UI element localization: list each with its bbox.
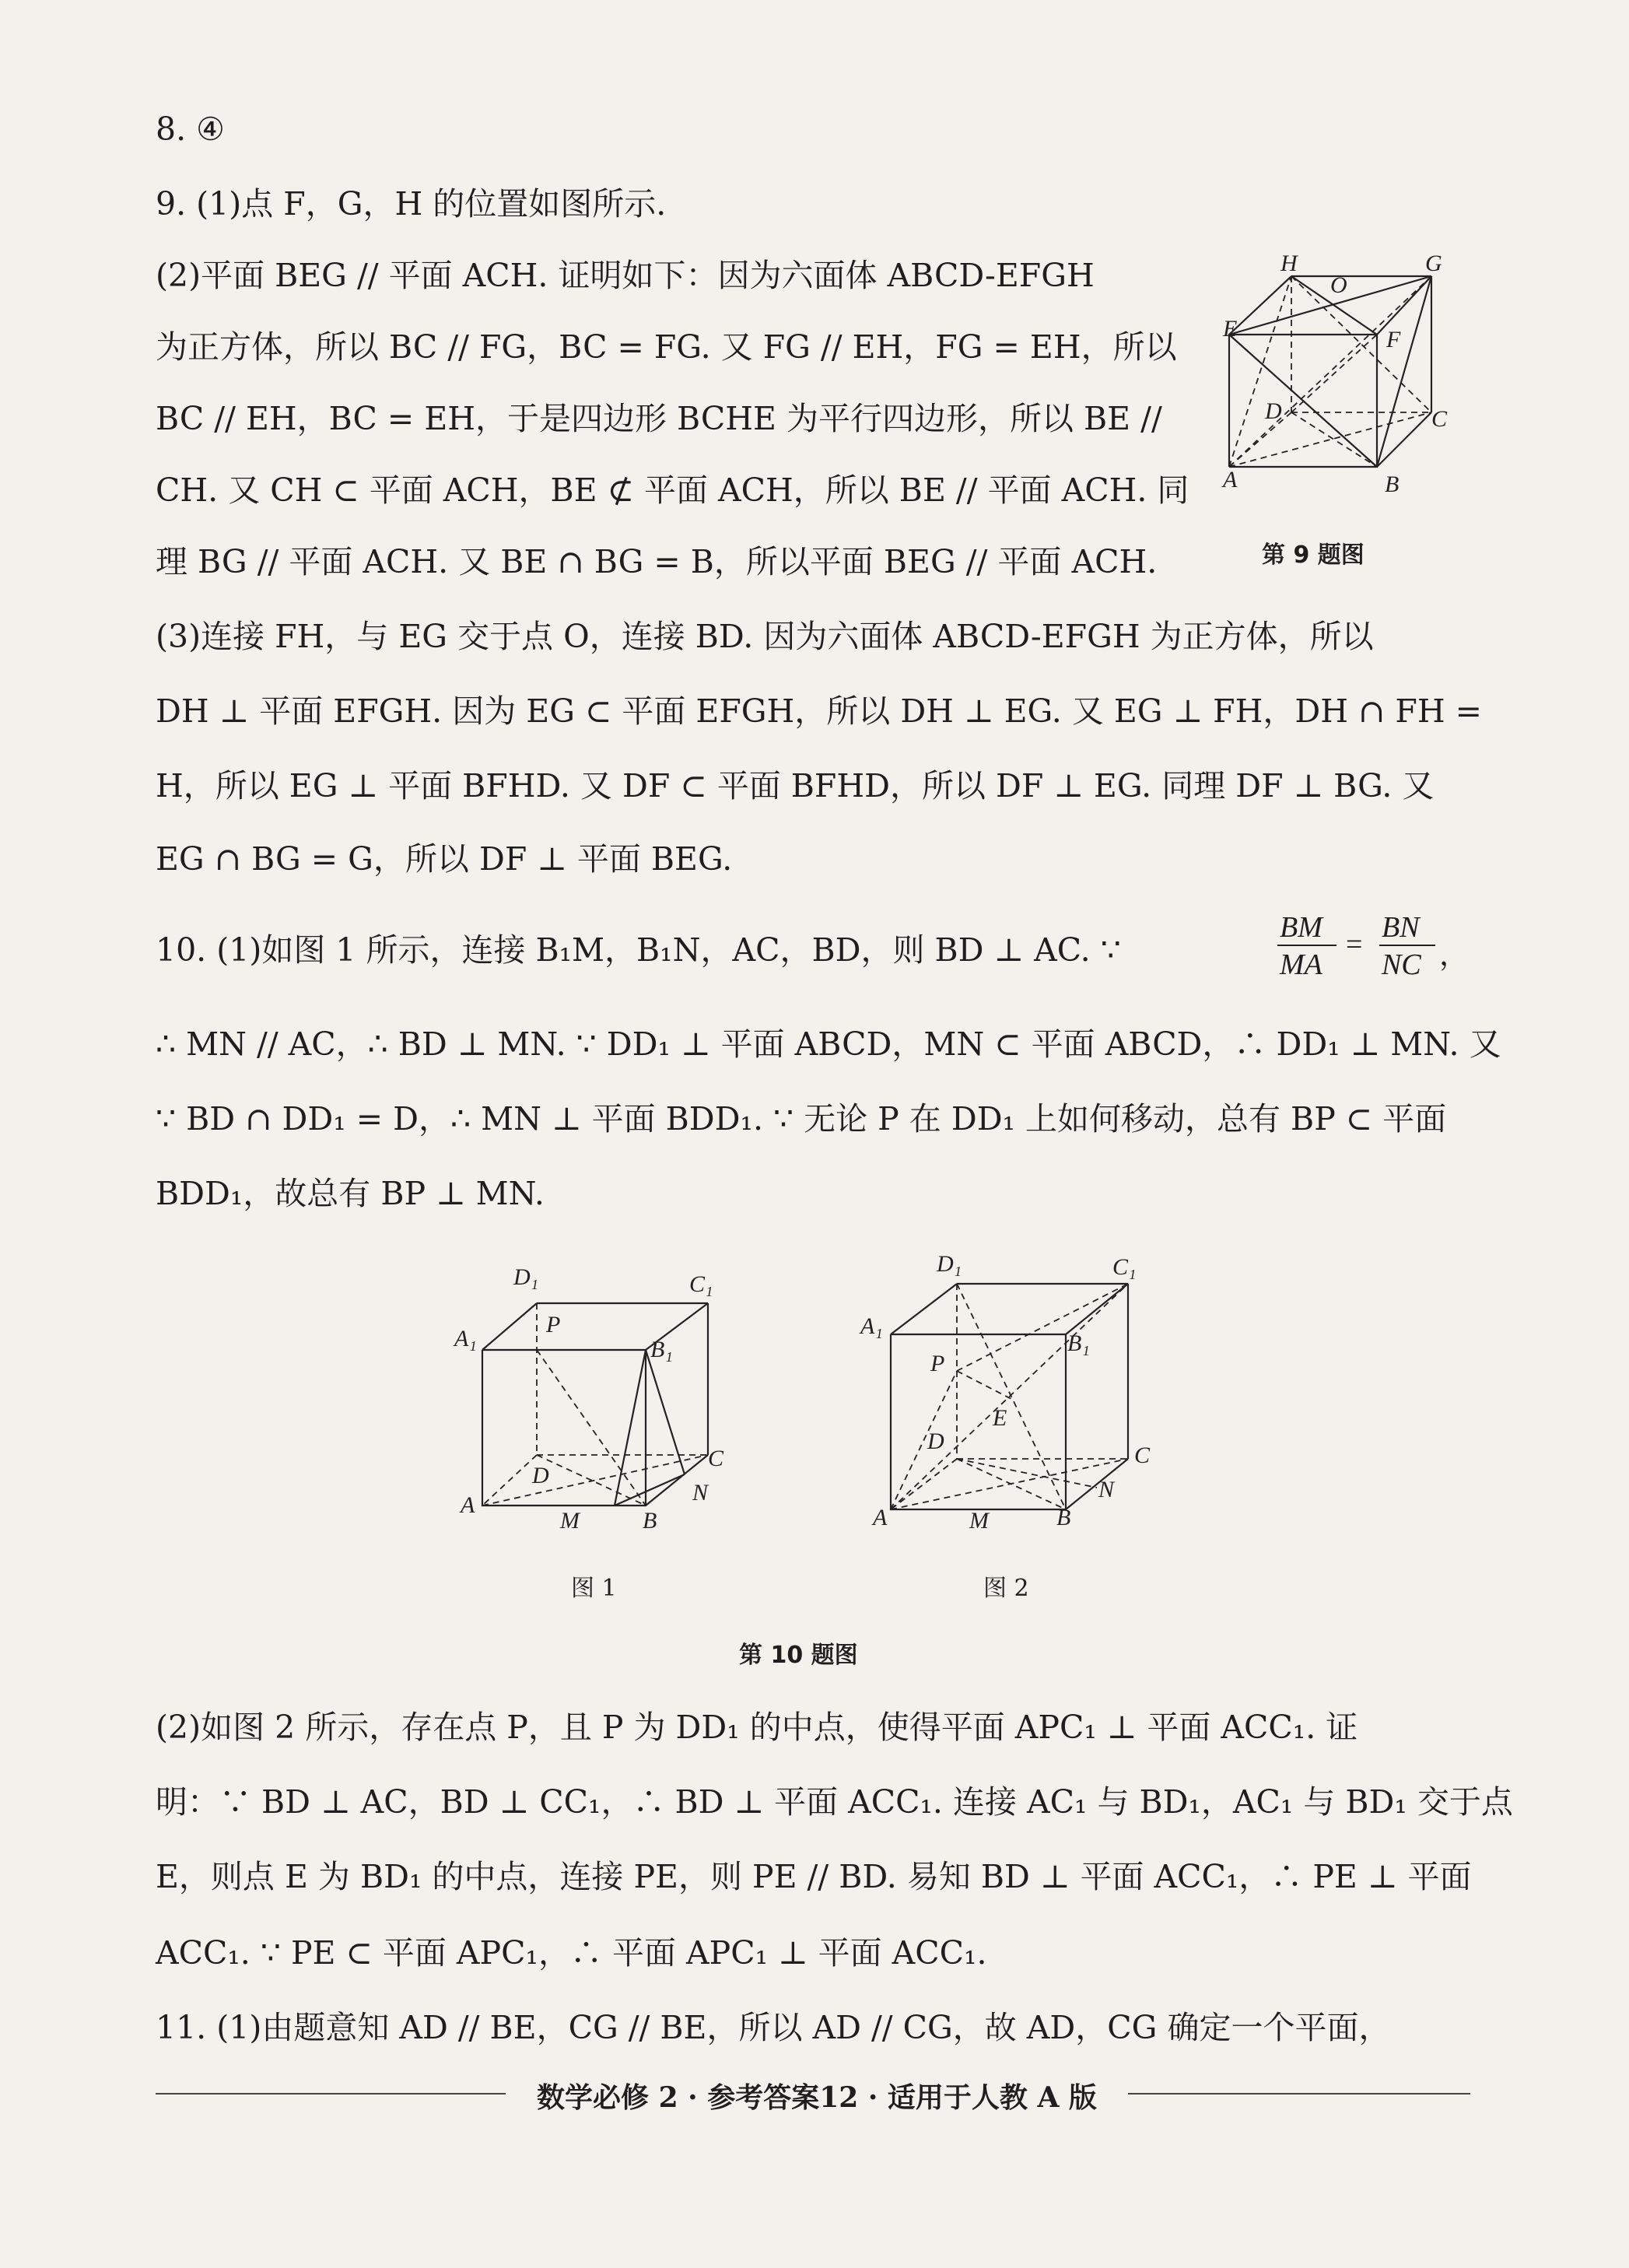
- fraction-equals: =: [1346, 928, 1363, 961]
- page-footer: 数学必修 2 · 参考答案12 · 适用于人教 A 版: [537, 2081, 1097, 2114]
- answer-9-1: 9. (1)点 F，G，H 的位置如图所示.: [156, 185, 667, 223]
- fig10-1-label-p: P: [546, 1312, 561, 1337]
- answer-8: 8. ④: [156, 110, 225, 148]
- answer-10-1-line: 10. (1)如图 1 所示，连接 B₁M，B₁N，AC，BD，则 BD ⊥ AC. ∵: [156, 931, 1121, 969]
- fig10-2-label-a1: A₁: [860, 1313, 883, 1339]
- fig10-2-label-b1: B₁: [1067, 1330, 1090, 1356]
- fraction-nc: NC: [1382, 948, 1421, 981]
- fig9-label-h: H: [1280, 251, 1298, 276]
- answer-9-2-line: CH. 又 CH ⊂ 平面 ACH，BE ⊄ 平面 ACH，所以 BE // 平面 ACH. 同: [156, 471, 1189, 509]
- fraction-bar: [1379, 945, 1435, 946]
- answer-9-3-line: H，所以 EG ⊥ 平面 BFHD. 又 DF ⊂ 平面 BFHD，所以 DF ⊥ EG. 同理 DF ⊥ BG. 又: [156, 767, 1435, 804]
- fig10-1-label-b1: B₁: [650, 1337, 673, 1362]
- answer-9-3-line: (3)连接 FH，与 EG 交于点 O，连接 BD. 因为六面体 ABCD-EFGH 为正方体，所以: [156, 618, 1374, 655]
- fig9-label-c: C: [1431, 406, 1448, 432]
- fig10-1-label-m: M: [560, 1508, 580, 1534]
- answer-10-1-line: ∴ MN // AC，∴ BD ⊥ MN. ∵ DD₁ ⊥ 平面 ABCD，MN ⊂ 平面 ABCD，∴ DD₁ ⊥ MN. 又: [156, 1025, 1501, 1063]
- figure-10-2-cube: [871, 1260, 1136, 1525]
- fig10-caption: 第 10 题图: [739, 1642, 858, 1669]
- fig10-2-label-p: P: [930, 1351, 945, 1376]
- fig9-label-g: G: [1425, 251, 1442, 276]
- answer-10-2-line: ACC₁. ∵ PE ⊂ 平面 APC₁，∴ 平面 APC₁ ⊥ 平面 ACC₁.: [156, 1934, 987, 1972]
- fig10-1-label-d: D: [532, 1463, 549, 1488]
- fraction-bn: BN: [1382, 911, 1420, 944]
- figure-10-1-cube: [459, 1276, 723, 1533]
- fig10-1-label-d1: D₁: [513, 1264, 539, 1290]
- footer-rule-right: [1128, 2093, 1470, 2094]
- fig9-label-e: E: [1223, 316, 1238, 342]
- fig10-2-label-m: M: [969, 1508, 989, 1534]
- fraction-comma: ，: [1439, 939, 1470, 972]
- answer-11-1-line: 11. (1)由题意知 AD // BE，CG // BE，所以 AD // CG，故 AD，CG 确定一个平面，: [156, 2009, 1391, 2046]
- fig10-2-label-n: N: [1098, 1477, 1115, 1502]
- fig10-1-label-n: N: [692, 1480, 709, 1506]
- fig9-label-f: F: [1386, 327, 1401, 352]
- fig10-1-label-c: C: [708, 1446, 724, 1471]
- footer-rule-left: [156, 2093, 506, 2094]
- fig9-caption: 第 9 题图: [1262, 542, 1365, 569]
- fig9-label-a: A: [1223, 467, 1238, 493]
- fig10-2-label-d: D: [927, 1428, 944, 1454]
- fig9-label-o: O: [1330, 272, 1347, 298]
- fig10-2-label-e: E: [993, 1405, 1007, 1431]
- fig10-2-label-d1: D₁: [937, 1251, 962, 1277]
- answer-9-2-line: BC // EH，BC = EH，于是四边形 BCHE 为平行四边形，所以 BE //: [156, 400, 1162, 437]
- fig10-2-label-a: A: [873, 1505, 888, 1530]
- answer-9-2-line: 为正方体，所以 BC // FG，BC = FG. 又 FG // EH，FG = EH，所以: [156, 328, 1177, 366]
- answer-9-2-line: (2)平面 BEG // 平面 ACH. 证明如下：因为六面体 ABCD-EFGH: [156, 257, 1095, 294]
- fig10-2-label-c: C: [1134, 1442, 1151, 1468]
- answer-9-2-line: 理 BG // 平面 ACH. 又 BE ∩ BG = B，所以平面 BEG // 平面 ACH.: [156, 543, 1158, 580]
- answer-9-3-line: DH ⊥ 平面 EFGH. 因为 EG ⊂ 平面 EFGH，所以 DH ⊥ EG. 又 EG ⊥ FH，DH ∩ FH =: [156, 692, 1483, 730]
- fig10-2-label-b: B: [1056, 1505, 1071, 1530]
- fig9-label-b: B: [1385, 471, 1400, 497]
- fig10-2-label-c1: C₁: [1112, 1254, 1137, 1280]
- fig9-label-d: D: [1265, 398, 1282, 424]
- fraction-bar: [1277, 945, 1336, 946]
- fig10-2-caption: 图 2: [983, 1575, 1029, 1602]
- answer-10-1-line: BDD₁，故总有 BP ⊥ MN.: [156, 1175, 545, 1212]
- fraction-bm: BM: [1280, 911, 1322, 944]
- answer-10-2-line: (2)如图 2 所示，存在点 P，且 P 为 DD₁ 的中点，使得平面 APC₁ ⊥ 平面 ACC₁. 证: [156, 1709, 1358, 1746]
- answer-10-2-line: 明：∵ BD ⊥ AC，BD ⊥ CC₁，∴ BD ⊥ 平面 ACC₁. 连接 AC₁ 与 BD₁，AC₁ 与 BD₁ 交于点: [156, 1783, 1513, 1821]
- fig10-1-label-c1: C₁: [689, 1271, 713, 1297]
- answer-10-2-line: E，则点 E 为 BD₁ 的中点，连接 PE，则 PE // BD. 易知 BD ⊥ 平面 ACC₁，∴ PE ⊥ 平面: [156, 1858, 1472, 1895]
- answer-10-1-line: ∵ BD ∩ DD₁ = D，∴ MN ⊥ 平面 BDD₁. ∵ 无论 P 在 DD₁ 上如何移动，总有 BP ⊂ 平面: [156, 1100, 1447, 1138]
- fig10-1-label-a1: A₁: [454, 1326, 477, 1351]
- fig10-1-label-a: A: [461, 1492, 475, 1518]
- fig10-1-caption: 图 1: [571, 1575, 617, 1602]
- answer-9-3-line: EG ∩ BG = G，所以 DF ⊥ 平面 BEG.: [156, 840, 733, 878]
- fig10-1-label-b: B: [643, 1508, 657, 1534]
- fraction-ma: MA: [1280, 948, 1322, 981]
